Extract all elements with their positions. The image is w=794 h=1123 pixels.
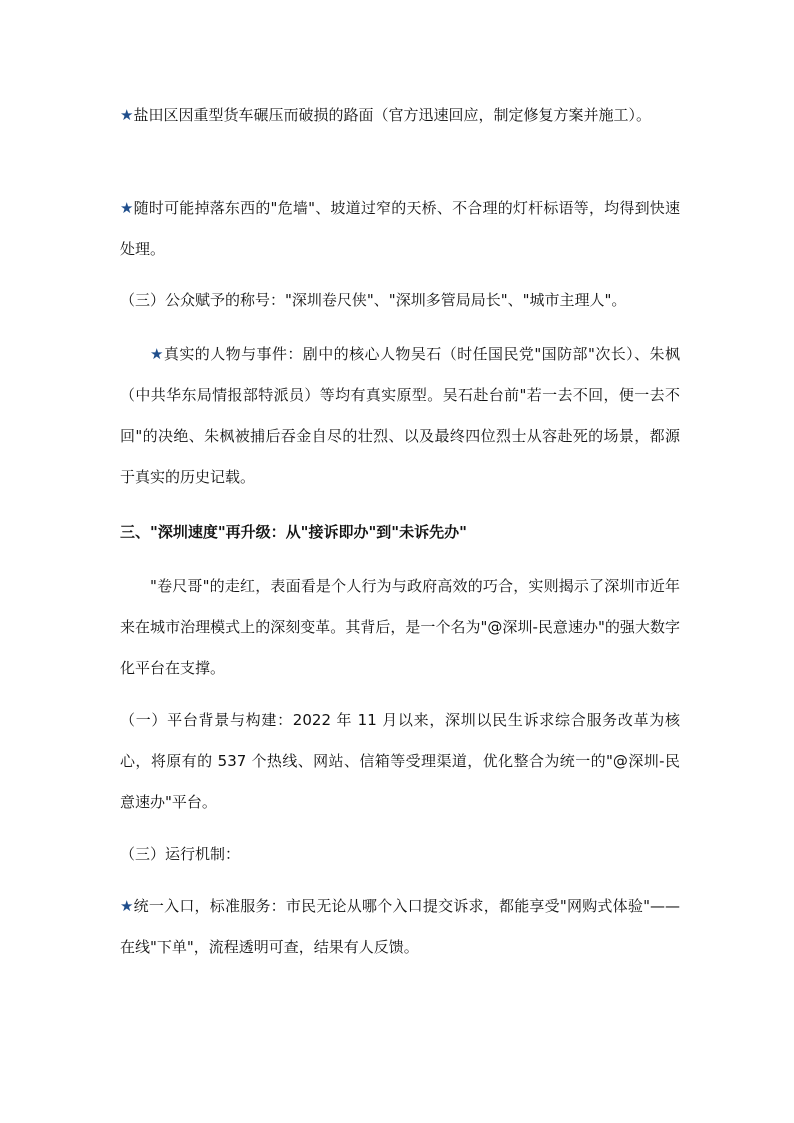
paragraph-road-repair — [120, 95, 680, 136]
star-bullet-icon: ★ — [120, 106, 134, 124]
paragraph-unified-entry — [120, 886, 680, 968]
paragraph-public-titles — [120, 280, 680, 321]
paragraph-text: 随时可能掉落东西的"危墙"、坡道过窄的天桥、不合理的灯杆标语等，均得到快速处理。 — [120, 199, 680, 258]
paragraph-text: （三）运行机制： — [120, 845, 241, 863]
paragraph-text: 真实的人物与事件：剧中的核心人物吴石（时任国民党"国防部"次长）、朱枫（中共华东局情报部特派员）等均有真实原型。吴石赴台前"若一去不回，便一去不回"的决绝、朱枫被捕后吞金自尽的壮烈、以及最终四位烈士从容赴死的场景，都源于真实的历史记载。 — [120, 345, 680, 486]
section-heading-shenzhen-speed — [120, 512, 680, 553]
paragraph-text: （三）公众赋予的称号："深圳卷尺侠"、"深圳多管局局长"、"城市主理人"。 — [120, 291, 627, 309]
heading-text: 三、"深圳速度"再升级：从"接诉即办"到"未诉先办" — [120, 523, 467, 541]
paragraph-danger-wall — [120, 188, 680, 270]
paragraph-text: 统一入口，标准服务：市民无论从哪个入口提交诉求，都能享受"网购式体验"——在线"下单"，流程透明可查，结果有人反馈。 — [120, 897, 680, 956]
star-bullet-icon: ★ — [120, 897, 134, 915]
paragraph-platform-background — [120, 700, 680, 823]
star-bullet-icon: ★ — [120, 199, 134, 217]
paragraph-text: （一）平台背景与构建：2022 年 11 月以来，深圳以民生诉求综合服务改革为核心，将原有的 537 个热线、网站、信箱等受理渠道，优化整合为统一的"@深圳-民意速办"平台。 — [120, 711, 680, 811]
paragraph-tape-measure-guy — [120, 566, 680, 689]
paragraph-operation-mechanism — [120, 834, 680, 875]
paragraph-real-people — [120, 334, 680, 498]
paragraph-text: 盐田区因重型货车碾压而破损的路面（官方迅速回应，制定修复方案并施工）。 — [133, 106, 651, 124]
paragraph-text: "卷尺哥"的走红，表面看是个人行为与政府高效的巧合，实则揭示了深圳市近年来在城市治理模式上的深刻变革。其背后，是一个名为"@深圳-民意速办"的强大数字化平台在支撑。 — [120, 577, 680, 677]
star-bullet-icon: ★ — [150, 345, 164, 363]
